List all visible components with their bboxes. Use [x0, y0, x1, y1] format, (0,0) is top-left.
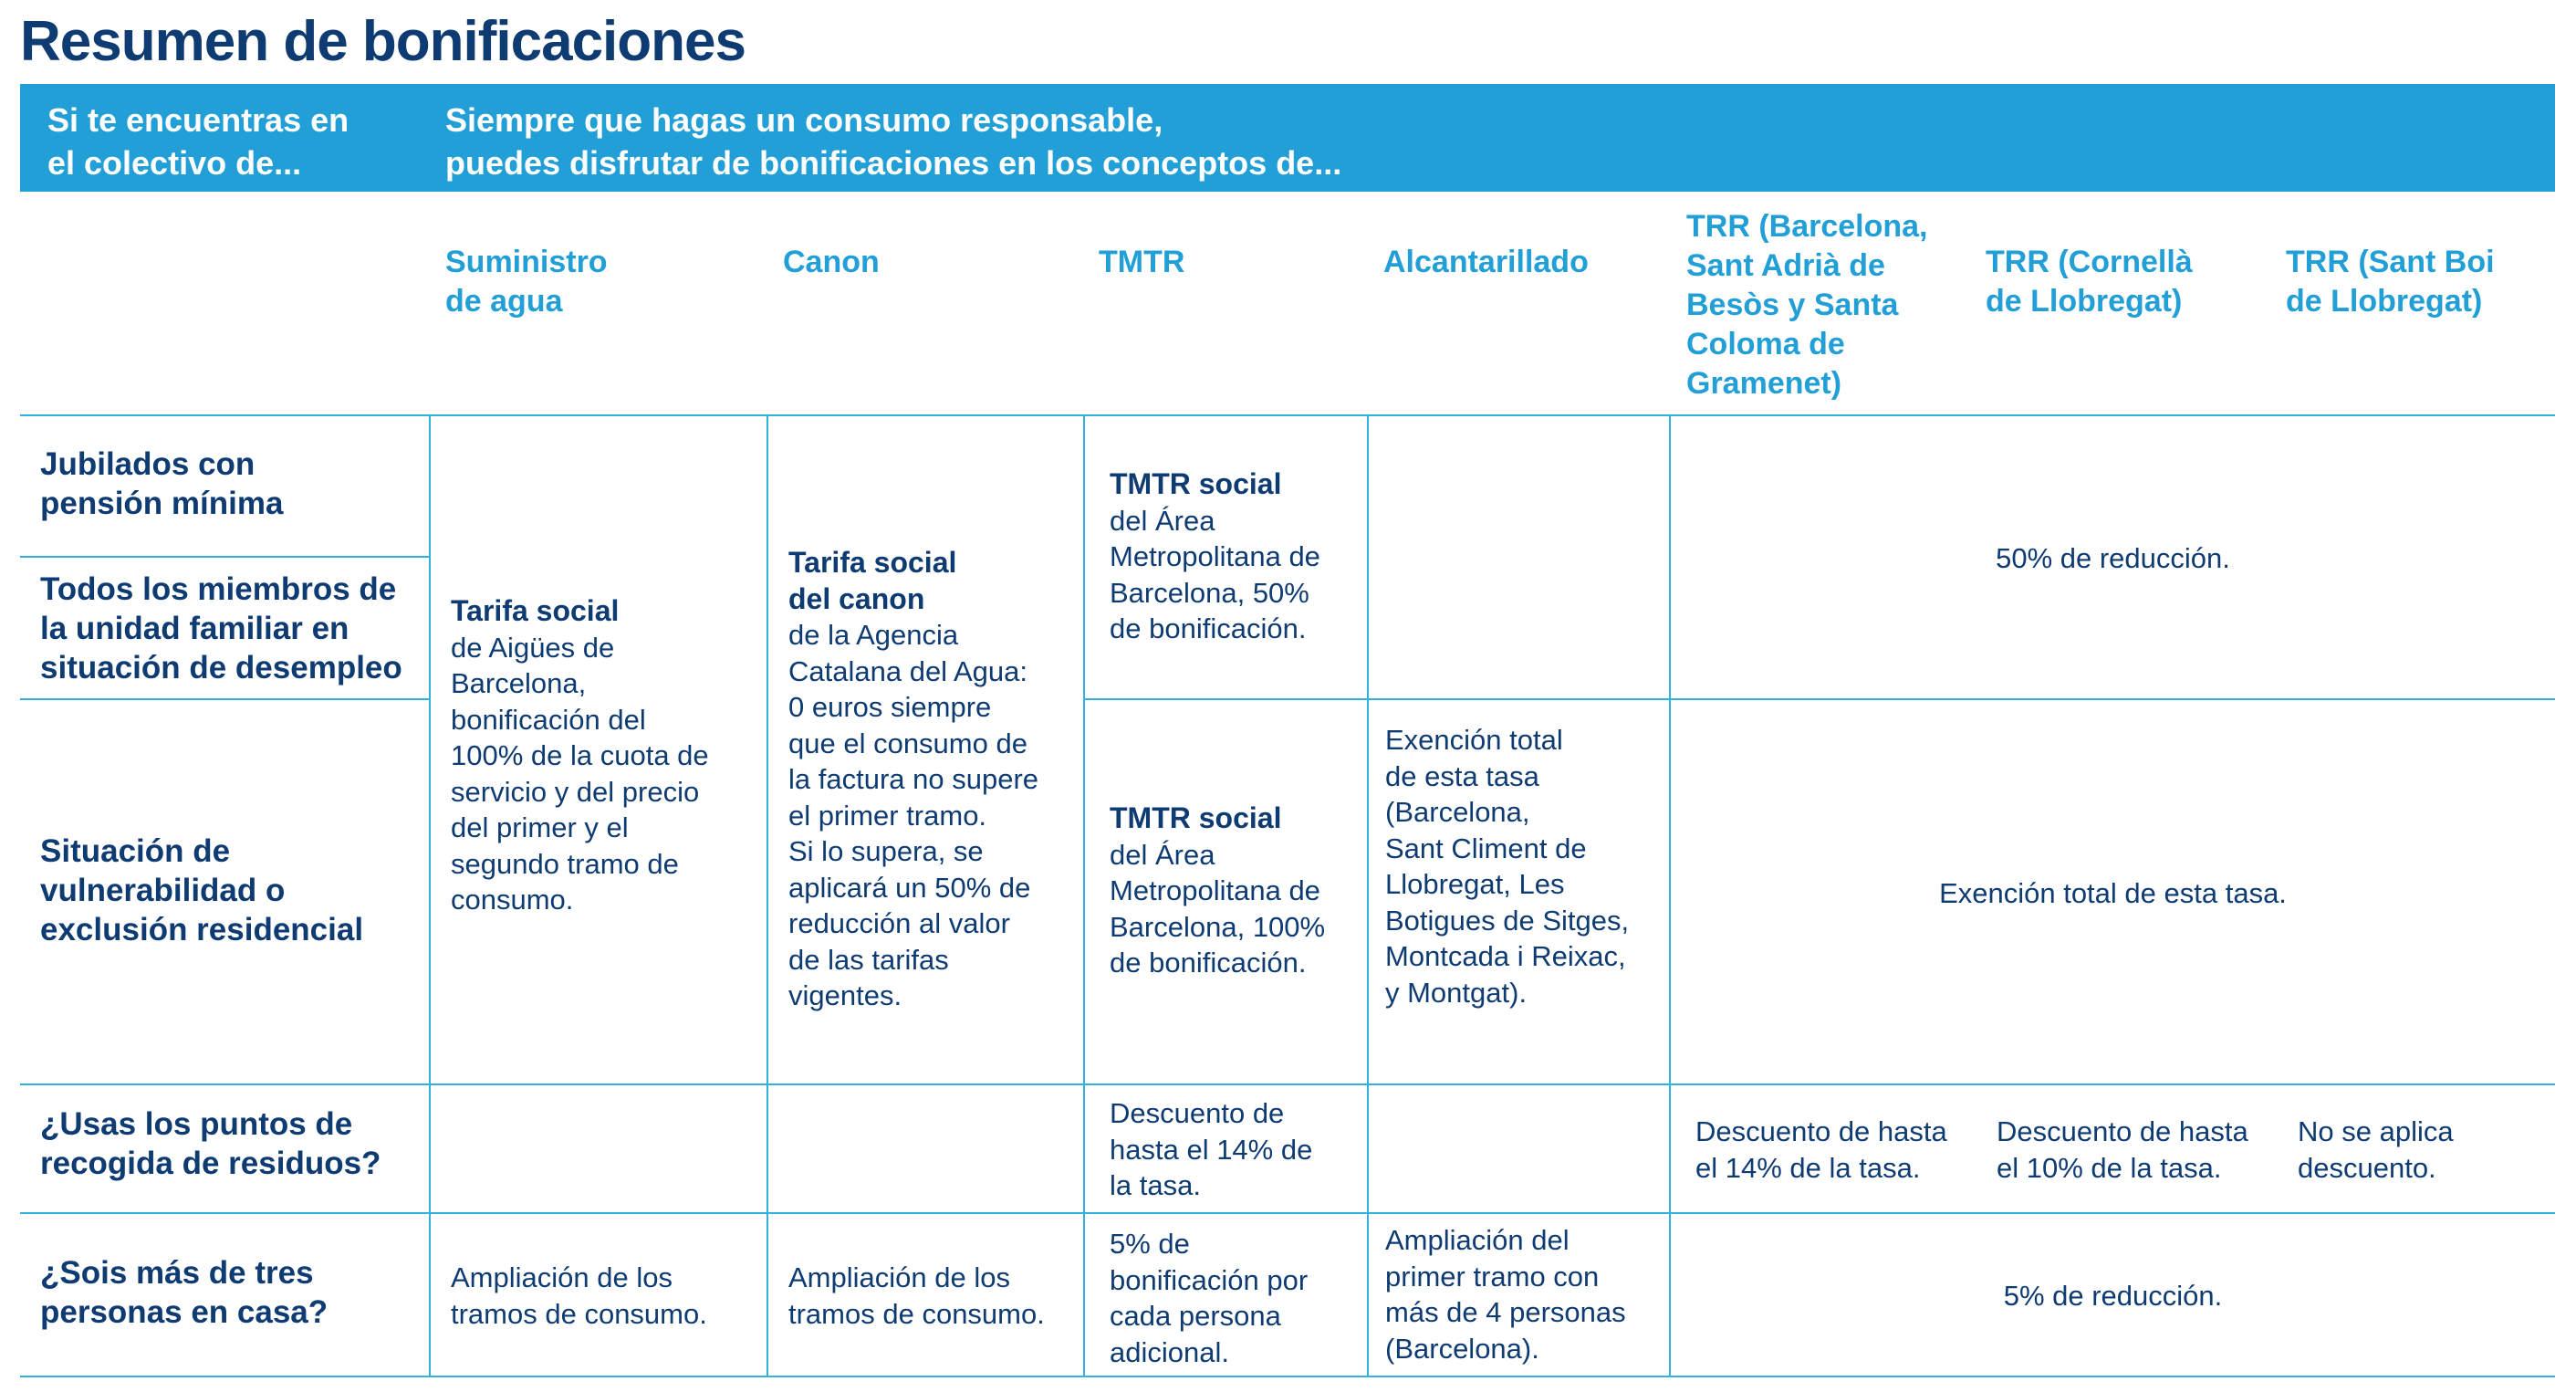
column-header-trr-sant-boi: TRR (Sant Boi de Llobregat) [2286, 245, 2495, 319]
cell-tmtr-social-100-title: TMTR social [1110, 801, 1282, 834]
grid-line [429, 414, 431, 1377]
column-header-tmtr: TMTR [1099, 245, 1185, 279]
grid-line [1083, 698, 2555, 700]
grid-line [1367, 414, 1369, 1377]
banner-concepts-label: Siempre que hagas un consumo responsable, puedes disfrutar de bonificaciones en los conceptos de... [445, 101, 1342, 182]
cell-trr-cornella-residuos: Descuento de hasta el 10% de la tasa. [1997, 1115, 2248, 1184]
cell-agua-tarifa-social-title: Tarifa social [451, 594, 620, 627]
cell-trr-50-reduccion: 50% de reducción. [1996, 542, 2230, 574]
grid-line [767, 414, 768, 1377]
column-header-alcantarillado: Alcantarillado [1383, 245, 1589, 279]
cell-canon-tarifa-social [788, 545, 1080, 1014]
cell-trr-sant-boi-residuos: No se aplica descuento. [2298, 1115, 2454, 1184]
row-header-residuos: ¿Usas los puntos de recogida de residuos? [40, 1106, 381, 1181]
column-header-trr-cornella: TRR (Cornellà de Llobregat) [1986, 245, 2193, 319]
cell-tmtr-social-50-title: TMTR social [1110, 467, 1282, 500]
grid-line [1083, 414, 1085, 1377]
banner-collective-label: Si te encuentras en el colectivo de... [47, 101, 349, 182]
grid-line [20, 1083, 2555, 1085]
cell-trr-barcelona-residuos: Descuento de hasta el 14% de la tasa. [1695, 1115, 1947, 1184]
cell-alcantarillado-tramo: Ampliación del primer tramo con más de 4 personas (Barcelona). [1385, 1224, 1626, 1365]
column-header-trr-barcelona: TRR (Barcelona, Sant Adrià de Besòs y Santa Coloma de Gramenet) [1686, 209, 1928, 401]
page-title: Resumen de bonificaciones [20, 10, 746, 73]
cell-agua-tarifa-social [451, 593, 761, 918]
cell-trr-5-reduccion: 5% de reducción. [2003, 1280, 2223, 1312]
cell-trr-exencion: Exención total de esta tasa. [1939, 877, 2287, 909]
row-header-personas: ¿Sois más de tres personas en casa? [40, 1255, 329, 1330]
cell-tmtr-social-50-text: del Área Metropolitana de Barcelona, 50% de bonificación. [1110, 504, 1320, 644]
cell-tmtr-social-100-text: del Área Metropolitana de Barcelona, 100% de bonificación. [1110, 838, 1326, 979]
cell-tmtr-residuos: Descuento de hasta el 14% de la tasa. [1110, 1097, 1313, 1201]
grid-line [20, 414, 2555, 416]
cell-tmtr-social-50 [1110, 466, 1365, 647]
cell-canon-tramos: Ampliación de los tramos de consumo. [788, 1261, 1045, 1330]
cell-tmtr-social-100 [1110, 801, 1365, 981]
column-header-canon: Canon [783, 245, 880, 279]
cell-alcantarillado-exencion: Exención total de esta tasa (Barcelona, Sant Climent de Llobregat, Les Botigues de Sitges, Montcada i Reixac, y Montgat). [1385, 724, 1630, 1009]
row-header-vulnerabilidad: Situación de vulnerabilidad o exclusión residencial [40, 833, 364, 947]
grid-line [20, 1376, 2555, 1377]
header-banner [20, 84, 2555, 192]
row-header-desempleo: Todos los miembros de la unidad familiar en situación de desempleo [40, 571, 402, 686]
cell-agua-tramos: Ampliación de los tramos de consumo. [451, 1261, 707, 1330]
row-header-jubilados: Jubilados con pensión mínima [40, 446, 284, 521]
grid-line [20, 1212, 2555, 1214]
cell-tmtr-personas: 5% de bonificación por cada persona adicional. [1110, 1228, 1309, 1368]
cell-agua-tarifa-social-text: de Aigües de Barcelona, bonificación del 100% de la cuota de servicio y del precio del primer y el segundo tramo de consumo. [451, 631, 709, 916]
column-header-suministro: Suministro de agua [445, 245, 608, 319]
cell-canon-tarifa-social-title: Tarifa social del canon [788, 546, 957, 615]
grid-line [20, 556, 429, 558]
grid-line [20, 698, 429, 700]
cell-canon-tarifa-social-text: de la Agencia Catalana del Agua: 0 euros siempre que el consumo de la factura no supere el primer tramo. Si lo supera, se aplicará un 50% de reducción al valor de las tarifas vigentes. [788, 619, 1039, 1011]
